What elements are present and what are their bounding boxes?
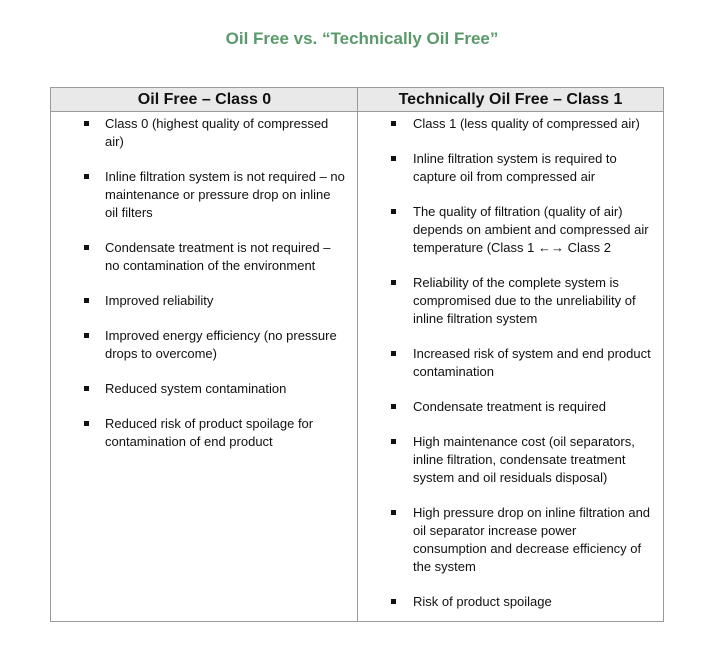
header-oil-free: Oil Free – Class 0 bbox=[137, 91, 272, 108]
list-item-text: Risk of product spoilage bbox=[413, 594, 552, 609]
bullet-icon bbox=[84, 121, 89, 126]
list-item bbox=[358, 433, 663, 487]
list-item bbox=[51, 327, 357, 363]
bullet-icon bbox=[391, 599, 396, 604]
list-item bbox=[51, 380, 357, 398]
bullet-icon bbox=[391, 280, 396, 285]
list-item-text: Class 1 (less quality of compressed air) bbox=[413, 116, 640, 131]
list-item-text: High maintenance cost (oil separators, inline filtration, condensate treatment system and oil residuals disposal) bbox=[413, 434, 635, 485]
list-item-text: Class 0 (highest quality of compressed air) bbox=[105, 116, 329, 149]
list-item bbox=[358, 115, 663, 133]
page-title: Oil Free vs. “Technically Oil Free” bbox=[225, 29, 499, 48]
list-item bbox=[358, 504, 663, 576]
oil-free-column bbox=[51, 112, 357, 468]
bullet-icon bbox=[391, 510, 396, 515]
list-item bbox=[358, 345, 663, 381]
bullet-icon bbox=[391, 156, 396, 161]
list-item-text: High pressure drop on inline filtration and oil separator increase power consumption and decrease efficiency of the system bbox=[413, 505, 651, 574]
list-item-text: The quality of filtration (quality of air) depends on ambient and compressed air temperature (Class 1 ←→ Class 2 bbox=[413, 204, 649, 255]
list-item bbox=[51, 168, 357, 222]
list-item bbox=[358, 203, 663, 257]
bullet-icon bbox=[391, 404, 396, 409]
list-item-text: Inline filtration system is not required – no maintenance or pressure drop on inline oil filters bbox=[105, 169, 345, 220]
technically-oil-free-column bbox=[358, 112, 663, 628]
list-item-text: Reduced risk of product spoilage for contamination of end product bbox=[105, 416, 314, 449]
bullet-icon bbox=[84, 245, 89, 250]
list-item-text: Inline filtration system is required to capture oil from compressed air bbox=[413, 151, 617, 184]
bullet-icon bbox=[391, 121, 396, 126]
bullet-icon bbox=[84, 333, 89, 338]
list-item-text: Reliability of the complete system is compromised due to the unreliability of inline filtration system bbox=[413, 275, 636, 326]
bullet-icon bbox=[391, 209, 396, 214]
bullet-icon bbox=[84, 298, 89, 303]
list-item bbox=[358, 398, 663, 416]
list-item-text: Improved energy efficiency (no pressure drops to overcome) bbox=[105, 328, 337, 361]
bullet-icon bbox=[84, 174, 89, 179]
bullet-icon bbox=[391, 351, 396, 356]
list-item-text: Reduced system contamination bbox=[105, 381, 287, 396]
bullet-icon bbox=[391, 439, 396, 444]
technically-oil-free-list bbox=[358, 112, 663, 611]
list-item bbox=[358, 150, 663, 186]
list-item-text: Improved reliability bbox=[105, 293, 214, 308]
oil-free-list bbox=[51, 112, 357, 451]
header-technically-oil-free: Technically Oil Free – Class 1 bbox=[398, 91, 623, 108]
bullet-icon bbox=[84, 421, 89, 426]
list-item bbox=[51, 239, 357, 275]
list-item bbox=[358, 593, 663, 611]
list-item bbox=[51, 115, 357, 151]
bullet-icon bbox=[84, 386, 89, 391]
list-item bbox=[51, 292, 357, 310]
list-item bbox=[51, 415, 357, 451]
list-item-text: Condensate treatment is required bbox=[413, 399, 606, 414]
list-item-text: Increased risk of system and end product contamination bbox=[413, 346, 651, 379]
comparison-table bbox=[50, 87, 664, 622]
list-item bbox=[358, 274, 663, 328]
list-item-text: Condensate treatment is not required – no contamination of the environment bbox=[105, 240, 331, 273]
